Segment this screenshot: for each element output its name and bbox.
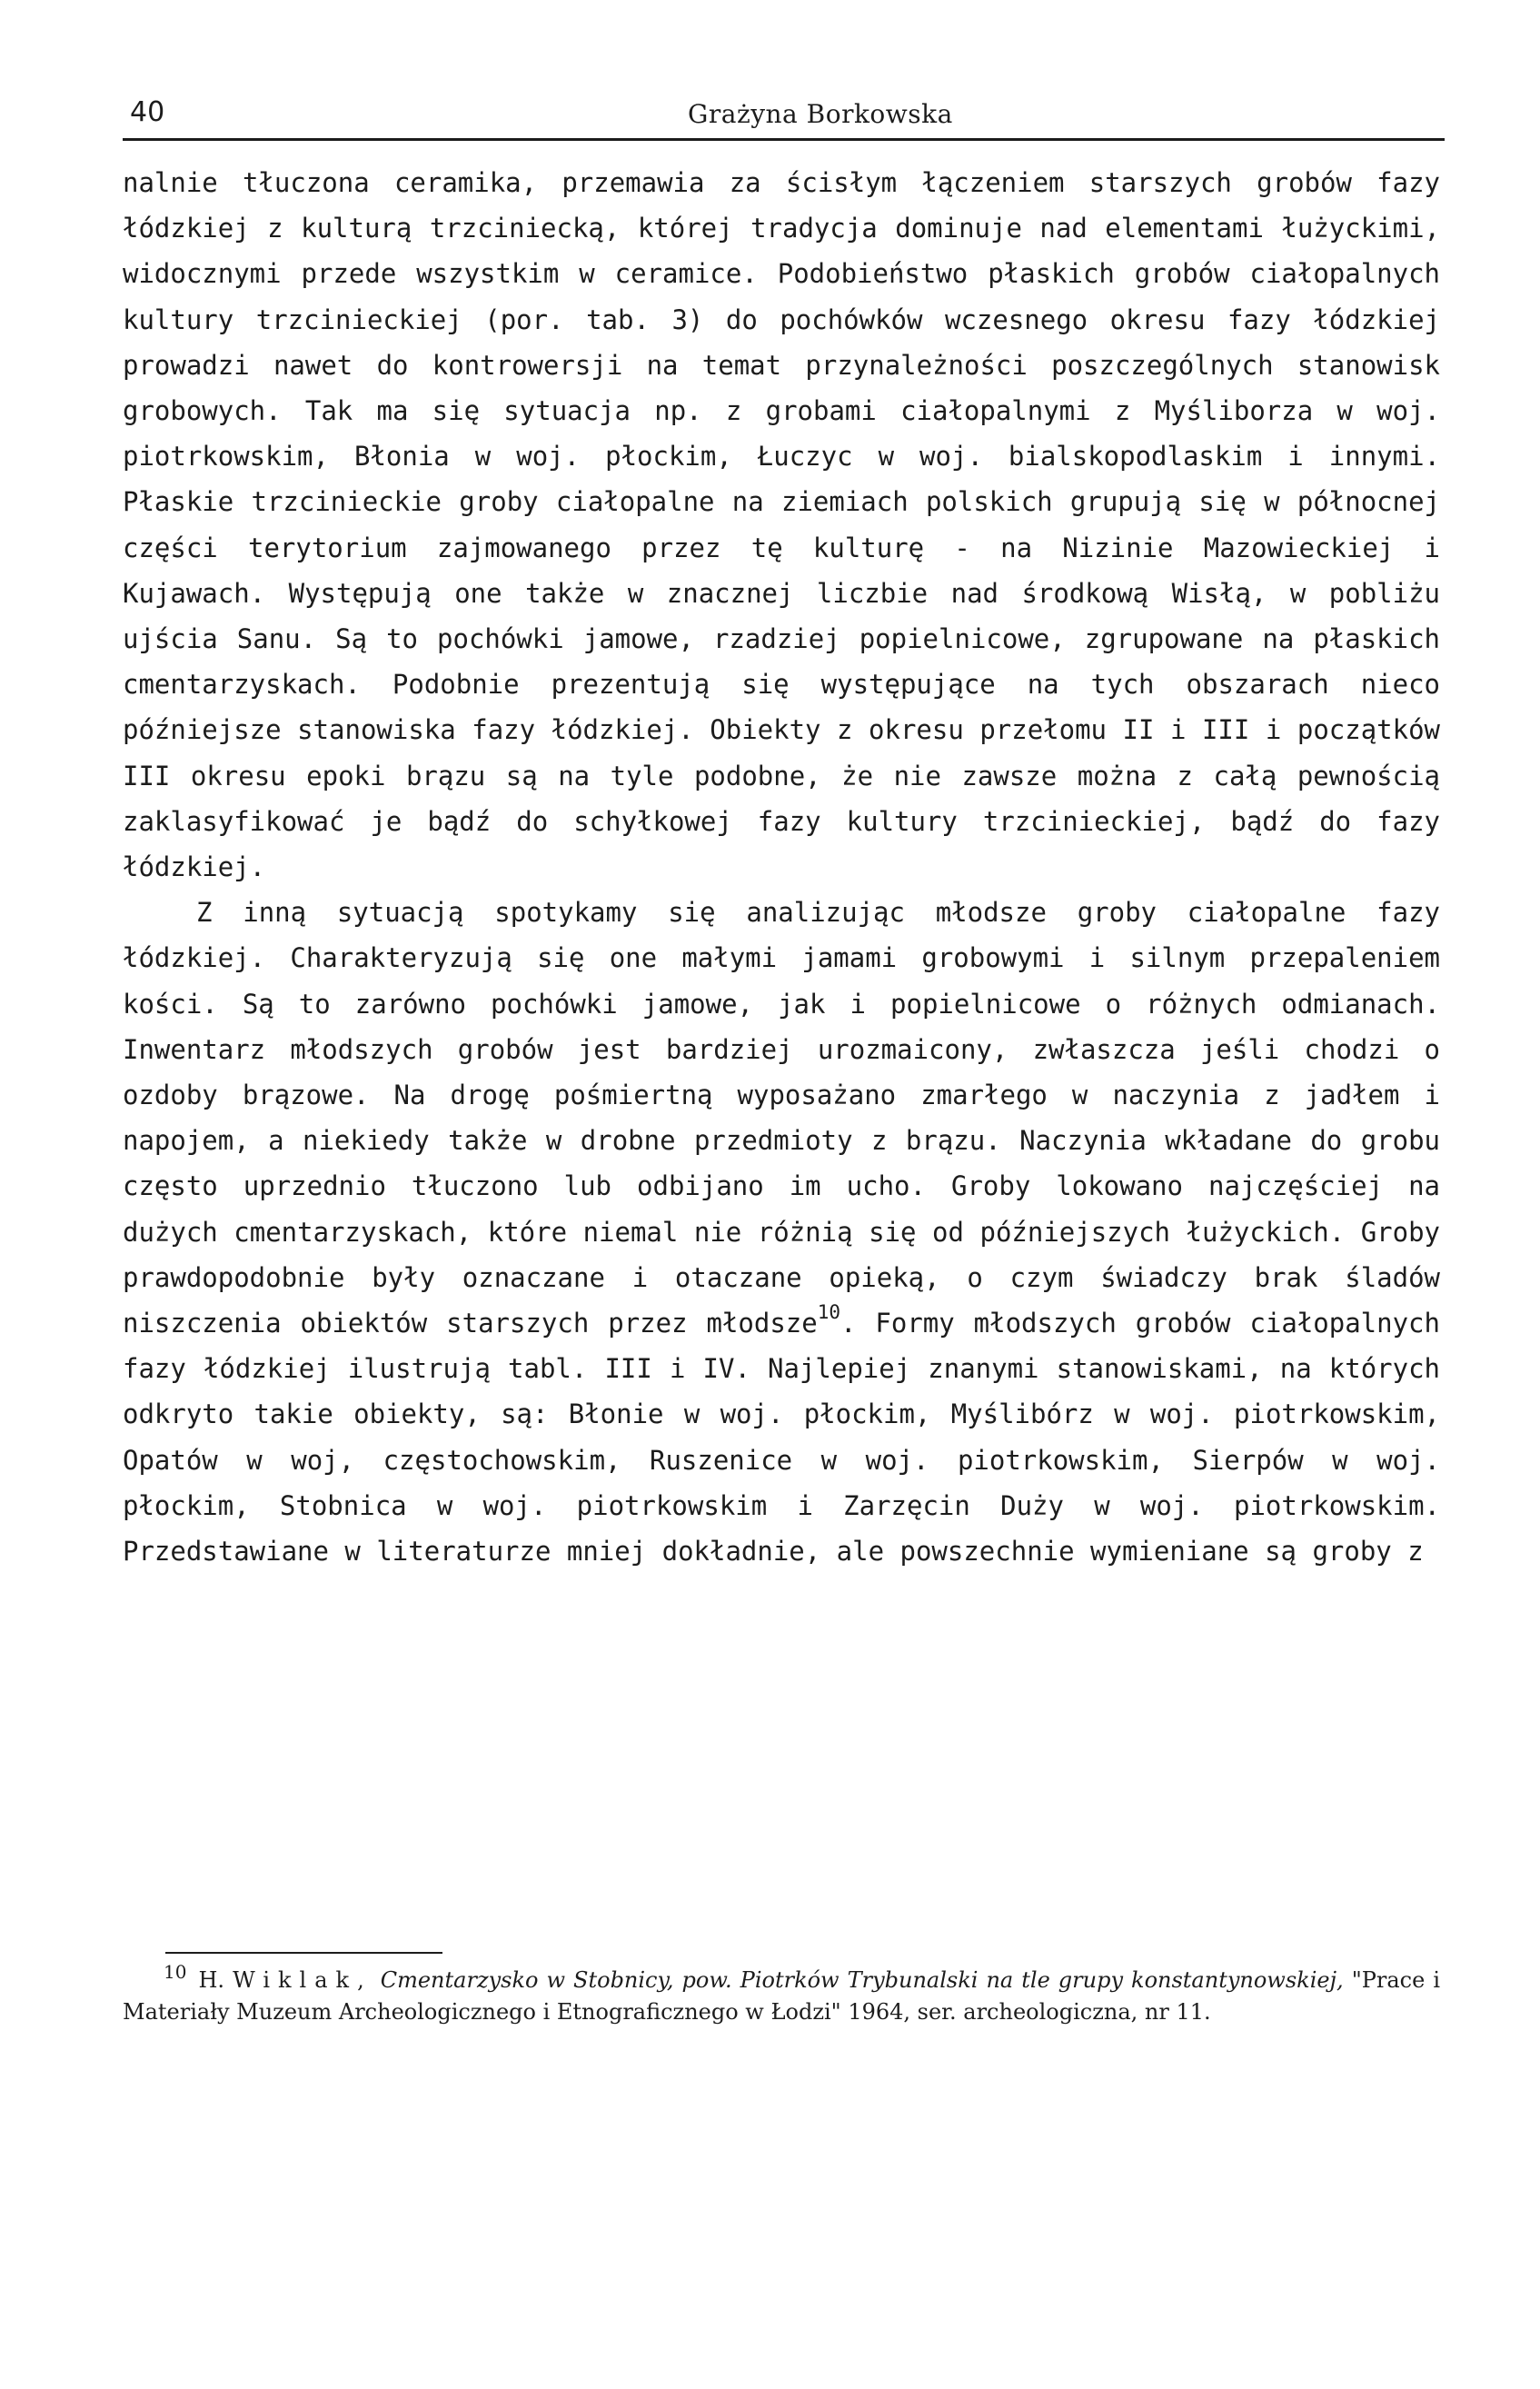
footnote-mark: 10 bbox=[164, 1961, 187, 1983]
footnote-author-initial: H. bbox=[198, 1967, 225, 1993]
paragraph-2 bbox=[123, 890, 1440, 1574]
running-head: Grażyna Borkowska bbox=[688, 99, 953, 129]
footnote-publication: "Prace i Materiały Muzeum Archeologicznego i Etnograficznego w Łodzi" 1964, ser. archeologiczna, nr 11. bbox=[123, 1967, 1441, 2025]
page-number: 40 bbox=[130, 96, 165, 128]
page-header bbox=[123, 95, 1445, 142]
paragraph-2-part-a: Z inną sytuacją spotykamy się analizując młodsze groby ciałopalne fazy łódzkiej. Charakteryzują się one małymi jamami grobowymi i silnym przepaleniem kości. Są to zarówno pochówki jamowe, jak i popielnicowe o różnych odmianach. Inwentarz młodszych grobów jest bardziej urozmaicony, zwłaszcza jeśli chodzi o ozdoby brązowe. Na drogę pośmiertną wyposażano zmarłego w naczynia z jadłem i napojem, a niekiedy także w drobne przedmioty z brązu. Naczynia wkładane do grobu często uprzednio tłuczono lub odbijano im ucho. Groby lokowano najczęściej na dużych cmentarzyskach, które niemal nie różnią się od późniejszych łużyckich. Groby prawdopodobnie były oznaczane i otaczane opieką, o czym świadczy brak śladów niszczenia obiektów starszych przez młodsze bbox=[123, 897, 1440, 1339]
footnote bbox=[123, 1961, 1441, 2027]
footnote-rule bbox=[165, 1952, 442, 1954]
paragraph-2-part-b: . Formy młodszych grobów ciałopalnych fazy łódzkiej ilustrują tabl. III i IV. Najlepiej znanymi stanowiskami, na których odkryto takie obiekty, są: Błonie w woj. płockim, Myślibórz w woj. piotrkowskim, Opatów w woj, częstochowskim, Ruszenice w woj. piotrkowskim, Sierpów w woj. płockim, Stobnica w woj. piotrkowskim i Zarzęcin Duży w woj. piotrkowskim. Przedstawiane w literaturze mniej dokładnie, ale powszechnie wymieniane są groby z bbox=[123, 1308, 1440, 1568]
body-text bbox=[123, 160, 1440, 1574]
footnote-reference[interactable]: 10 bbox=[817, 1301, 841, 1324]
paragraph-1: nalnie tłuczona ceramika, przemawia za ścisłym łączeniem starszych grobów fazy łódzkiej z kulturą trzciniecką, której tradycja dominuje nad elementami łużyckimi, widocznymi przede wszystkim w ceramice. Podobieństwo płaskich grobów ciałopalnych kultury trzcinieckiej (por. tab. 3) do pochówków wczesnego okresu fazy łódzkiej prowadzi nawet do kontrowersji na temat przynależności poszczególnych stanowisk grobowych. Tak ma się sytuacja np. z grobami ciałopalnymi z Myśliborza w woj. piotrkowskim, Błonia w woj. płockim, Łuczyc w woj. bialskopodlaskim i innymi. Płaskie trzcinieckie groby ciałopalne na ziemiach polskich grupują się w północnej części terytorium zajmowanego przez tę kulturę - na Nizinie Mazowieckiej i Kujawach. Występują one także w znacznej liczbie nad środkową Wisłą, w pobliżu ujścia Sanu. Są to pochówki jamowe, rzadziej popielnicowe, zgrupowane na płaskich cmentarzyskach. Podobnie prezentują się występujące na tych obszarach nieco późniejsze stanowiska fazy łódzkiej. Obiekty z okresu przełomu II i III i początków III okresu epoki brązu są na tyle podobne, że nie zawsze można z całą pewnością zaklasyfikować je bądź do schyłkowej fazy kultury trzcinieckiej, bądź do fazy łódzkiej. bbox=[123, 167, 1440, 883]
footnote-title: Cmentarzysko w Stobnicy, pow. Piotrków Trybunalski na tle grupy konstantynowskiej, bbox=[380, 1967, 1344, 1993]
header-rule bbox=[123, 138, 1445, 141]
footnote-author-name: Wiklak, bbox=[233, 1967, 373, 1993]
